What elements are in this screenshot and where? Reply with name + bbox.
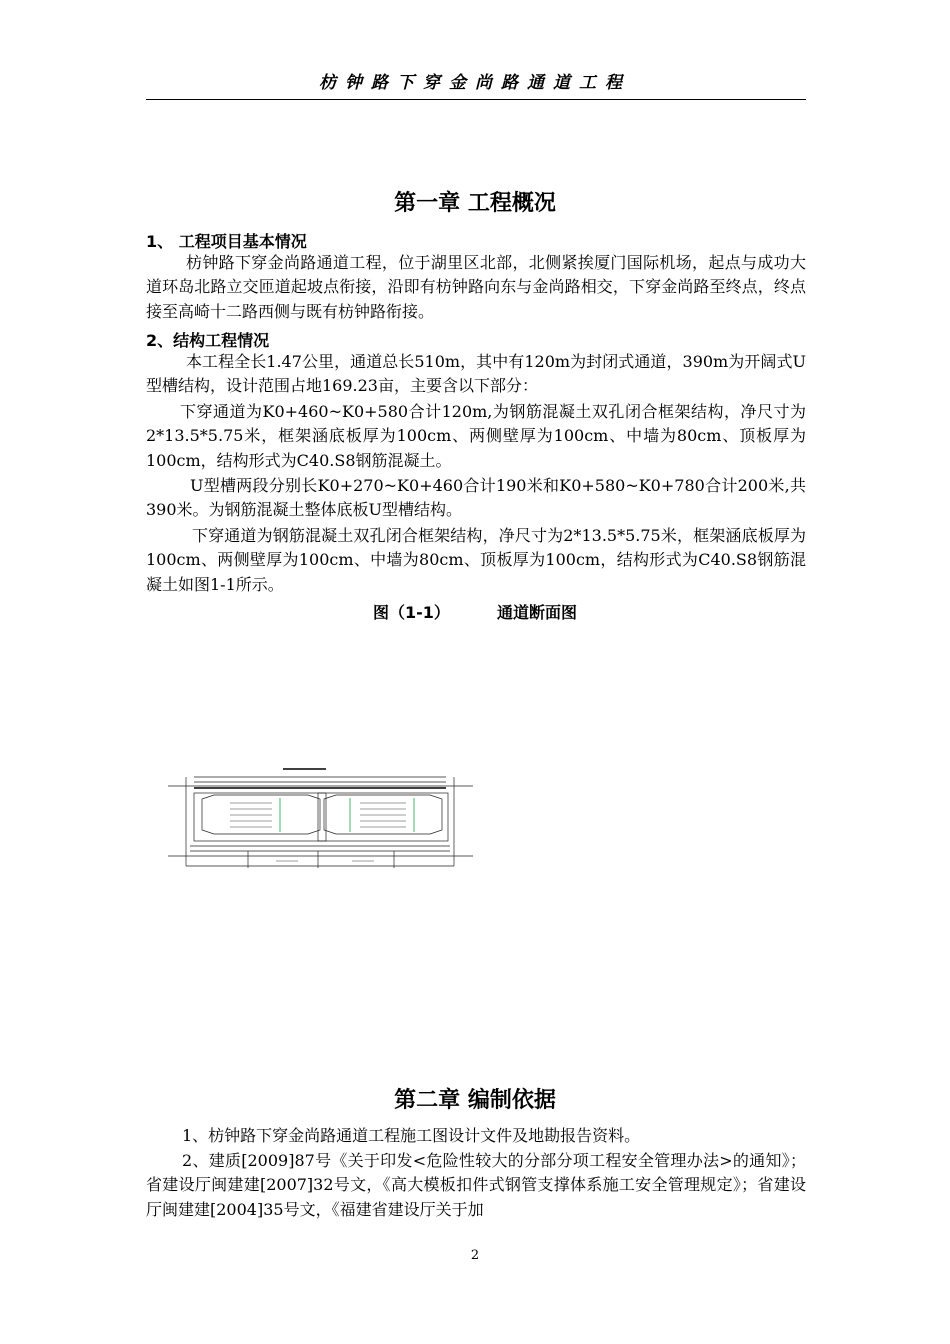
section-1-heading: 1、 工程项目基本情况 xyxy=(146,232,307,251)
chapter-2-paragraph-1: 1、枋钟路下穿金尚路通道工程施工图设计文件及地勘报告资料。 xyxy=(182,1126,641,1145)
chapter-2-title: 第二章 编制依据 xyxy=(394,1088,556,1113)
section-2-paragraph-2: 下穿通道为K0+460~K0+580合计120m,为钢筋混凝土双孔闭合框架结构，净尺寸为2*13.5*5.75米，框架涵底板厚为100cm、两侧壁厚为100cm、中墙为80cm、顶板厚为100cm，结构形式为C40.S8钢筋混凝土。 xyxy=(146,402,806,470)
section-2-paragraph-4: 下穿通道为钢筋混凝土双孔闭合框架结构，净尺寸为2*13.5*5.75米，框架涵底板厚为100cm、两侧壁厚为100cm、中墙为80cm、顶板厚为100cm，结构形式为C40.S8钢筋混凝土如图1-1所示。 xyxy=(146,526,806,594)
section-2-paragraph-3: U型槽两段分别长K0+270~K0+460合计190米和K0+580~K0+780合计200米,共390米。为钢筋混凝土整体底板U型槽结构。 xyxy=(146,476,806,520)
figure-number: 图（1-1） xyxy=(372,603,450,622)
section-2-heading: 2、结构工程情况 xyxy=(146,331,270,350)
page-header-title: 枋钟路下穿金尚路通道工程 xyxy=(319,73,631,93)
tunnel-cross-section-drawing xyxy=(168,758,473,873)
page-number: 2 xyxy=(470,1248,480,1263)
figure-caption xyxy=(0,600,950,623)
figure-title: 通道断面图 xyxy=(497,603,578,622)
section-1-paragraph: 枋钟路下穿金尚路通道工程，位于湖里区北部，北侧紧挨厦门国际机场，起点与成功大道环岛北路立交匝道起坡点衔接，沿即有枋钟路向东与金尚路相交，下穿金尚路至终点，终点接至高崎十二路西侧与既有枋钟路衔接。 xyxy=(146,253,806,321)
header-divider xyxy=(146,99,806,100)
chapter-2-paragraph-2: 2、建质[2009]87号《关于印发<危险性较大的分部分项工程安全管理办法>的通知》；省建设厅闽建建[2007]32号文，《高大模板扣件式钢管支撑体系施工安全管理规定》；省建设厅闽建建[2004]35号文，《福建省建设厅关于加 xyxy=(146,1151,806,1219)
chapter-1-title: 第一章 工程概况 xyxy=(394,191,556,216)
section-2-paragraph-1: 本工程全长1.47公里，通道总长510m，其中有120m为封闭式通道，390m为开阔式U型槽结构，设计范围占地169.23亩，主要含以下部分： xyxy=(146,352,806,396)
